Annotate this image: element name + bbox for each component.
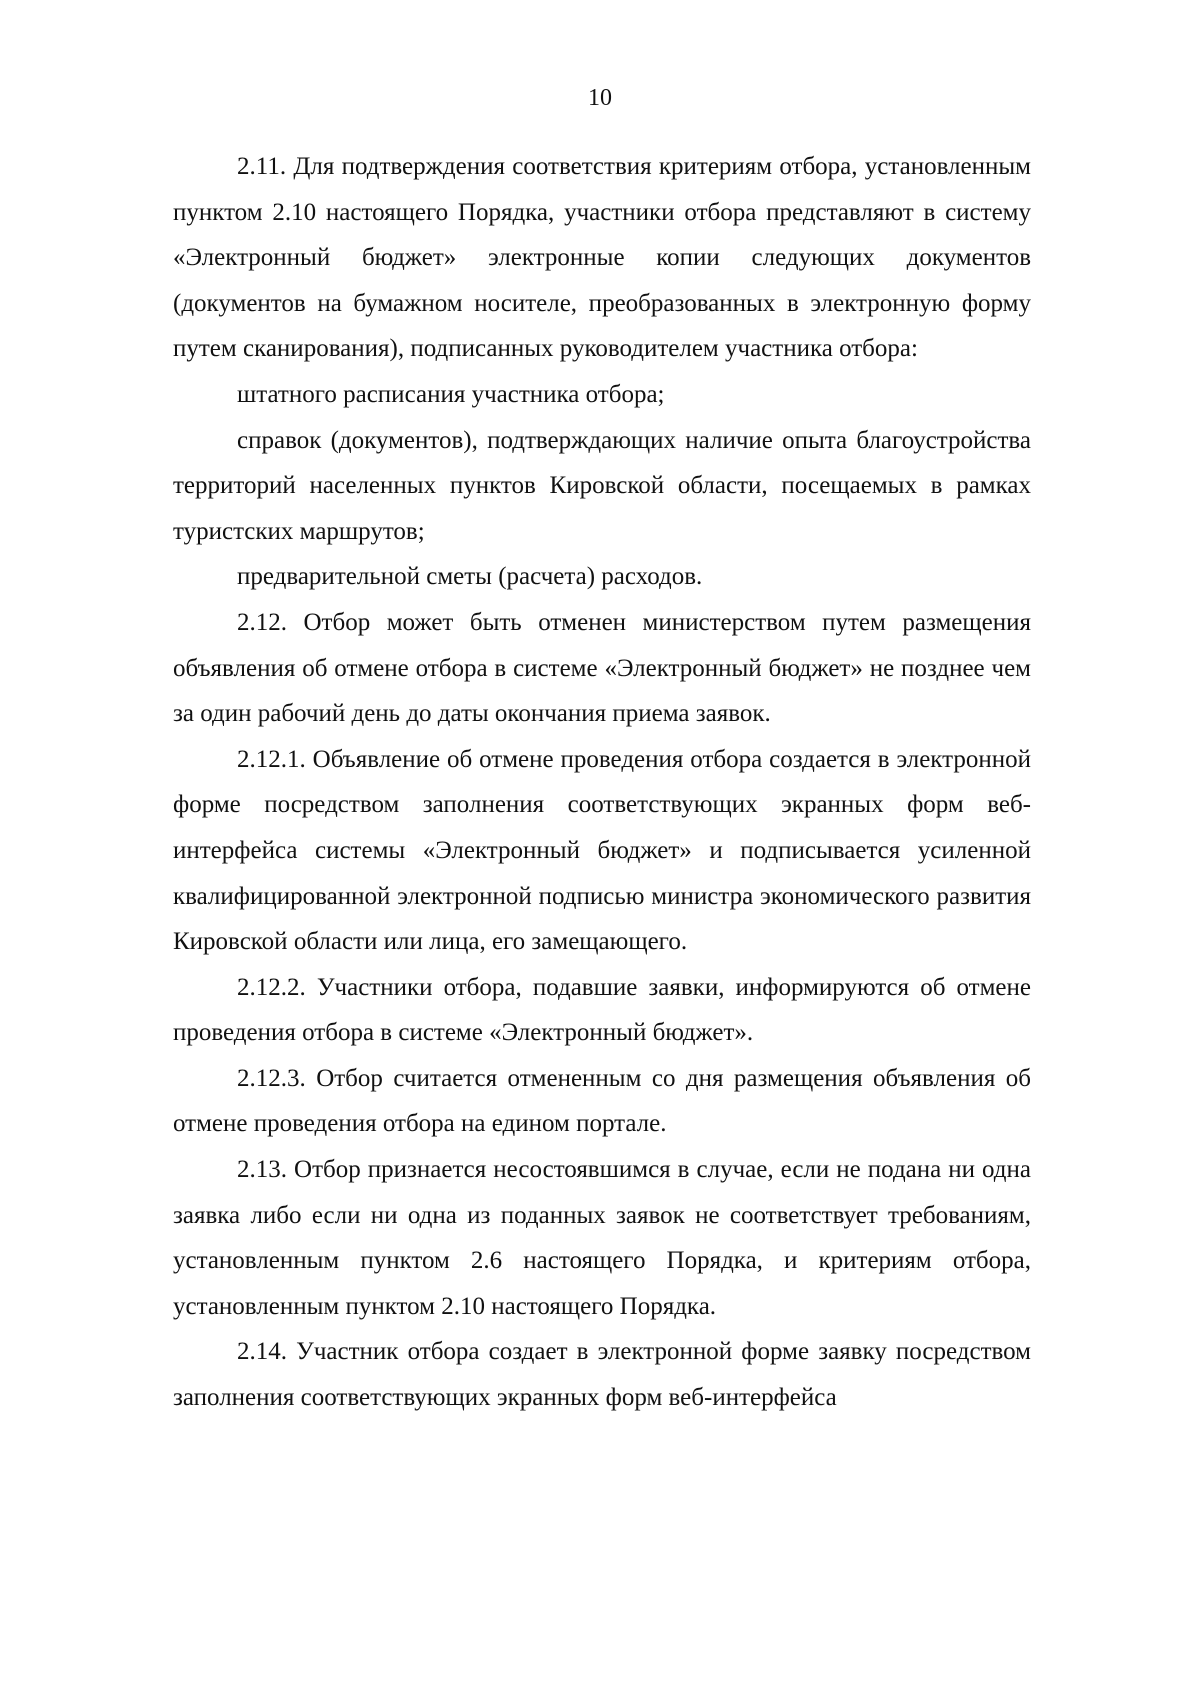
list-item-preliminary-estimate: предварительной сметы (расчета) расходов. — [237, 563, 703, 591]
paragraph-2-13: 2.13. Отбор признается несостоявшимся в случае, если не подана ни одна заявка либо если ни одна из поданных заявок не соответствует требованиям, установленным пунктом 2.6 настоящего Порядка, и критериям отбора, установленным пунктом 2.10 настоящего Порядка. — [173, 1156, 1031, 1320]
paragraph-2-12-1: 2.12.1. Объявление об отмене проведения отбора создается в электронной форме посредством заполнения соответствующих экранных форм веб-интерфейса системы «Электронный бюджет» и подписывается усиленной квалифицированной электронной подписью министра экономического развития Кировской области или лица, его замещающего. — [173, 745, 1031, 956]
paragraph-2-12-3: 2.12.3. Отбор считается отмененным со дня размещения объявления об отмене проведения отбора на едином портале. — [173, 1064, 1031, 1138]
list-item-experience-certificates: справок (документов), подтверждающих наличие опыта благоустройства территорий населенных пунктов Кировской области, посещаемых в рамках туристских маршрутов; — [173, 426, 1031, 545]
document-body — [173, 136, 1031, 1421]
list-item-staff-schedule: штатного расписания участника отбора; — [237, 380, 665, 408]
paragraph-2-12-2: 2.12.2. Участники отбора, подавшие заявки, информируются об отмене проведения отбора в системе «Электронный бюджет». — [173, 973, 1031, 1047]
paragraph-2-14: 2.14. Участник отбора создает в электронной форме заявку посредством заполнения соответствующих экранных форм веб-интерфейса — [173, 1338, 1031, 1412]
paragraph-2-12: 2.12. Отбор может быть отменен министерством путем размещения объявления об отмене отбора в системе «Электронный бюджет» не позднее чем за один рабочий день до даты окончания приема заявок. — [173, 608, 1031, 728]
paragraph-2-11: 2.11. Для подтверждения соответствия критериям отбора, установленным пунктом 2.10 настоящего Порядка, участники отбора представляют в систему «Электронный бюджет» электронные копии следующих документов (документов на бумажном носителе, преобразованных в электронную форму путем сканирования), подписанных руководителем участника отбора: — [173, 153, 1031, 363]
page-number: 10 — [588, 85, 612, 111]
